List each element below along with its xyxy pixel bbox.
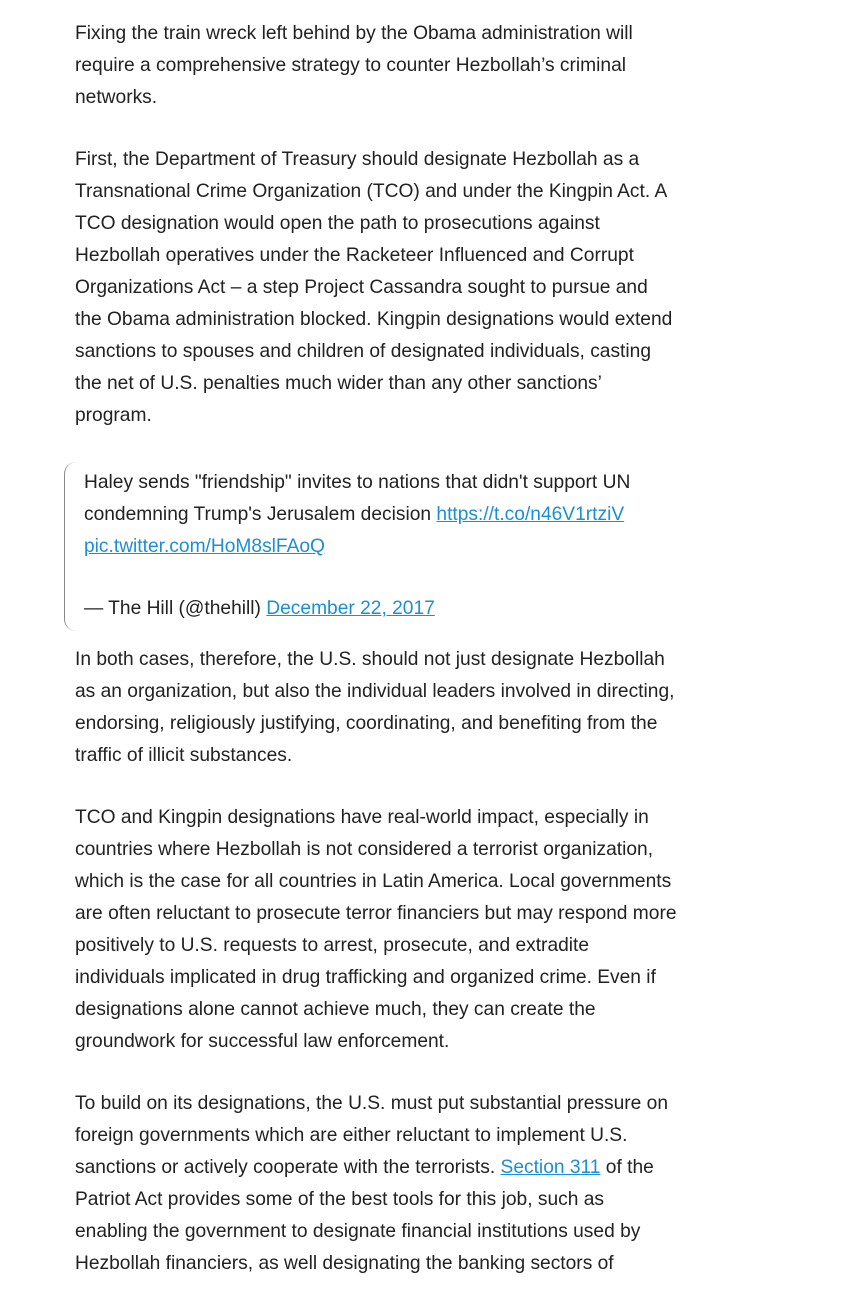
paragraph-1: Fixing the train wreck left behind by the Obama administration will require a comprehensive strategy to counter Hezbollah’s criminal networks. bbox=[75, 23, 633, 108]
tweet-author: — The Hill (@thehill) bbox=[84, 598, 261, 619]
paragraph-5 bbox=[75, 1088, 679, 1280]
embedded-tweet bbox=[64, 462, 680, 631]
article-body bbox=[75, 18, 679, 1280]
tweet-link-url[interactable]: https://t.co/n46V1rtziV bbox=[436, 504, 625, 525]
tweet-link-pic[interactable]: pic.twitter.com/HoM8slFAoQ bbox=[84, 536, 325, 557]
tweet-date-link[interactable]: December 22, 2017 bbox=[266, 598, 435, 619]
paragraph-4: TCO and Kingpin designations have real-world impact, especially in countries where Hezbollah is not considered a terrorist organization, which is the case for all countries in Latin America. Local governments are often reluctant to prosecute terror financiers but may respond more positively to U.S. requests to arrest, prosecute, and extradite individuals implicated in drug trafficking and organized crime. Even if designations alone cannot achieve much, they can create the groundwork for successful law enforcement. bbox=[75, 807, 677, 1052]
paragraph-5-text-before: To build on its designations, the U.S. must put substantial pressure on foreign governments which are either reluctant to implement U.S. sanctions or actively cooperate with the terrorists. bbox=[75, 1093, 669, 1178]
tweet-attribution bbox=[84, 593, 680, 625]
paragraph-3: In both cases, therefore, the U.S. should not just designate Hezbollah as an organization, but also the individual leaders involved in directing, endorsing, religiously justifying, coordinating, and benefiting from the traffic of illicit substances. bbox=[75, 649, 675, 766]
paragraph-2: First, the Department of Treasury should designate Hezbollah as a Transnational Crime Organization (TCO) and under the Kingpin Act. A TCO designation would open the path to prosecutions against Hezbollah operatives under the Racketeer Influenced and Corrupt Organizations Act – a step Project Cassandra sought to pursue and the Obama administration blocked. Kingpin designations would extend sanctions to spouses and children of designated individuals, casting the net of U.S. penalties much wider than any other sanctions’ program. bbox=[75, 149, 673, 426]
section-311-link[interactable]: Section 311 bbox=[500, 1157, 601, 1178]
tweet-text bbox=[84, 467, 680, 563]
tweet-body: Haley sends "friendship" invites to nations that didn't support UN condemning Trump's Jerusalem decision bbox=[84, 472, 631, 525]
paragraph-5-text-after: of the Patriot Act provides some of the best tools for this job, such as enabling the government to designate financial institutions used by Hezbollah financiers, as well designating the banking sectors of bbox=[75, 1157, 654, 1274]
